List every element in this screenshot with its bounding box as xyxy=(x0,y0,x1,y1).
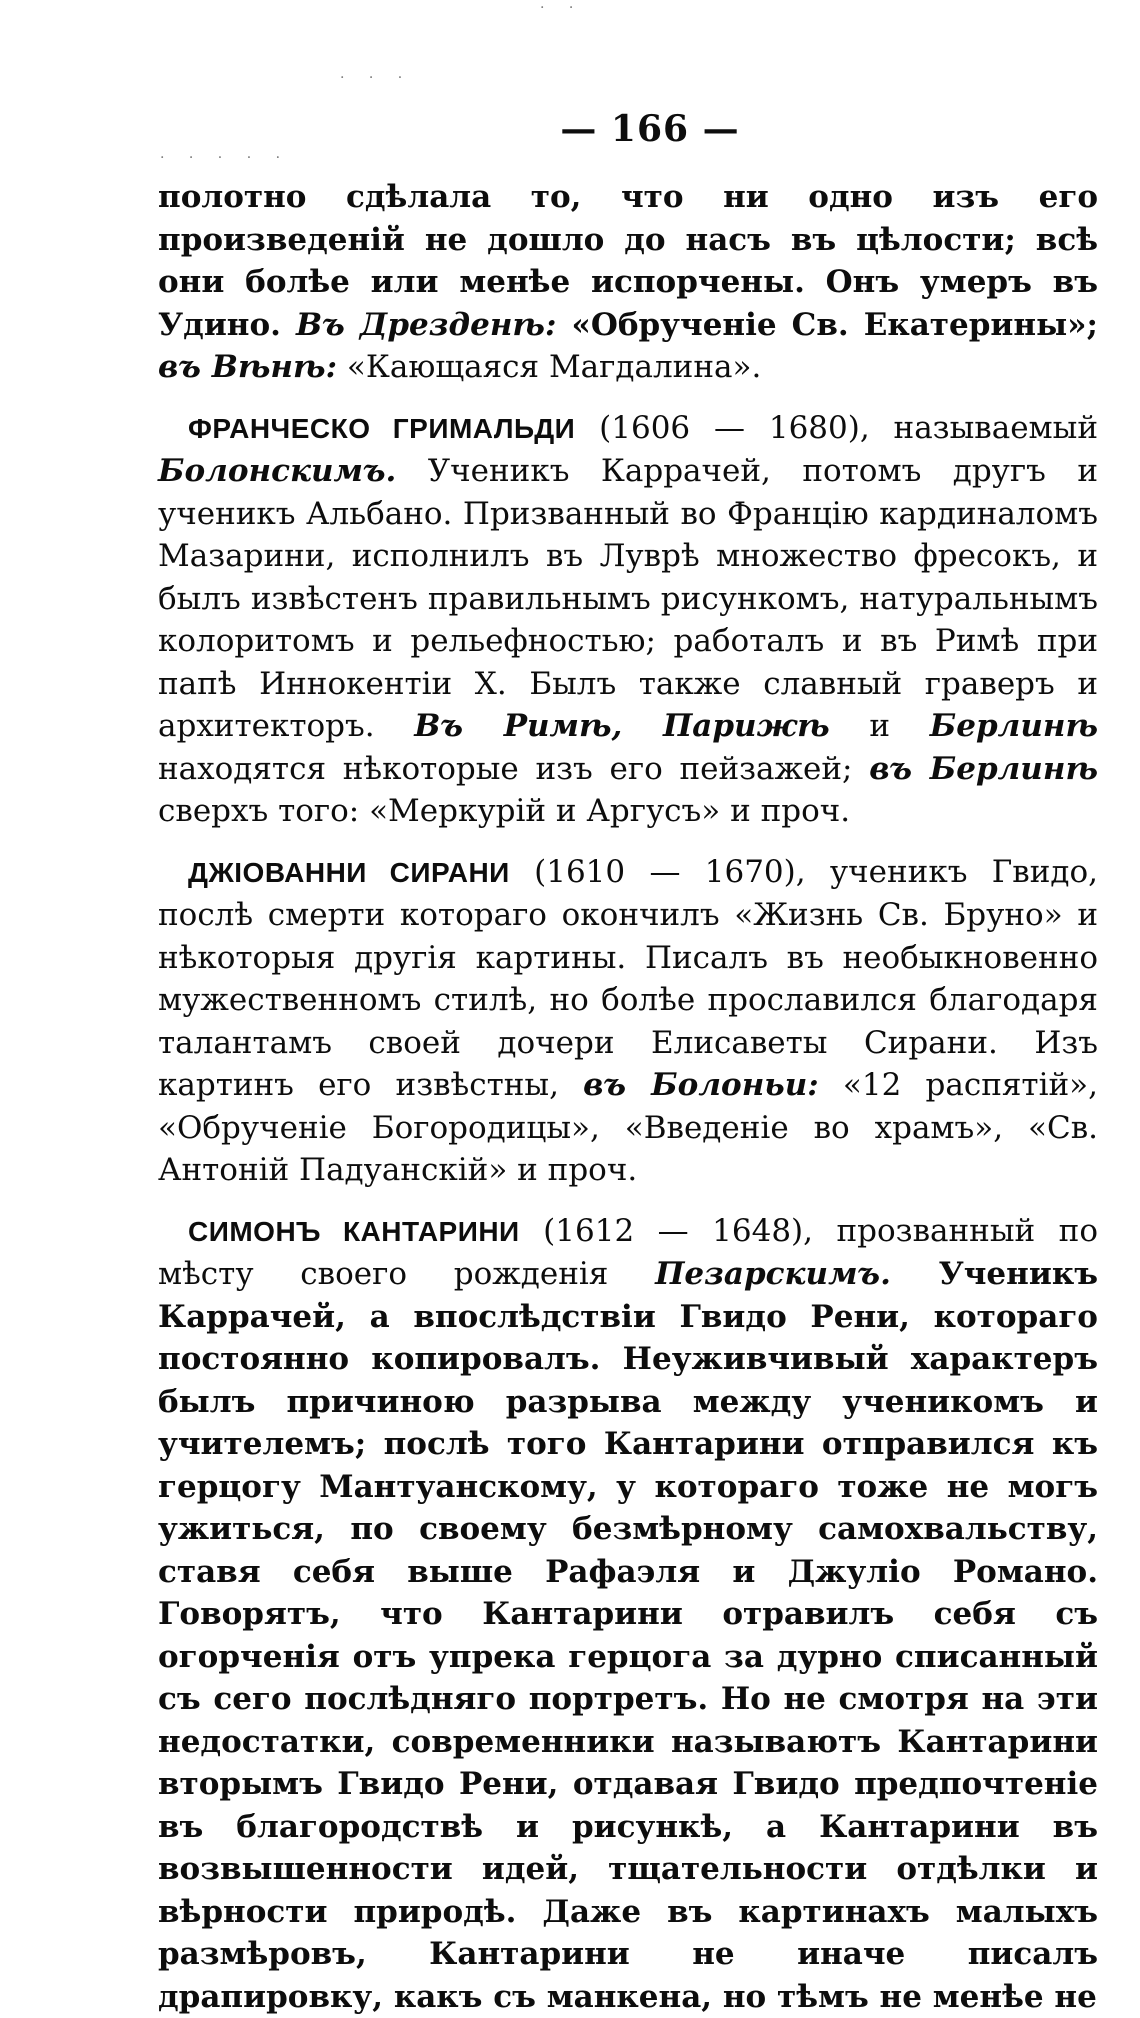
emphasis-text: въ Берлинѣ xyxy=(869,751,1098,787)
biography-entry xyxy=(158,851,1098,1192)
continued-paragraph xyxy=(158,176,1098,389)
text-run: (1606 — 1680), называемый xyxy=(575,410,1098,446)
artist-name: СИМОНЪ КАНТАРИНИ xyxy=(188,1216,520,1247)
emphasis-text: въ Болоньи: xyxy=(583,1067,819,1103)
text-run: (1610 — 1670), ученикъ Гвидо, послѣ смерти котораго окончилъ «Жизнь Св. Бруно» и нѣкоторыя другія картины. Писалъ въ необыкновенно мужественномъ стилѣ, но болѣе прославился благодаря талантамъ своей дочери Елисаветы Сирани. Изъ картинъ его извѣстны, xyxy=(158,854,1098,1104)
emphasis-text: Берлинѣ xyxy=(930,708,1098,744)
page-number: — 166 — xyxy=(0,108,1140,150)
speck-marks: · · · xyxy=(340,70,412,86)
text-run: «Обрученіе Св. Екатерины»; xyxy=(556,307,1098,343)
text-run: и xyxy=(830,708,930,744)
body-text xyxy=(158,176,1098,2018)
emphasis-text: въ Вѣнѣ: xyxy=(158,349,337,385)
artist-name: ДЖІОВАННИ СИРАНИ xyxy=(188,857,510,888)
emphasis-text: Въ Дрезденѣ: xyxy=(296,307,556,343)
text-run: полотно сдѣлала то, что ни одно изъ его произведеній не дошло до насъ въ цѣлости; всѣ они болѣе или менѣе испорчены. Онъ умеръ въ Удино. xyxy=(158,179,1098,343)
biography-entry xyxy=(158,1210,1098,2018)
biography-entry xyxy=(158,407,1098,833)
speck-marks: · · xyxy=(540,0,583,16)
text-run: «12 распятій», «Обрученіе Богородицы», «Введеніе во храмъ», «Св. Антоній Падуанскій» и проч. xyxy=(158,1067,1098,1188)
text-run: Ученикъ Каррачей, а впослѣдствіи Гвидо Рени, котораго постоянно копировалъ. Неуживчивый характеръ былъ причиною разрыва между ученикомъ и учителемъ; послѣ того Кантарини отправился къ герцогу Мантуанскому, у котораго тоже не могъ ужиться, по своему безмѣрному самохвальству, ставя себя выше Рафаэля и Джуліо Романо. Говорятъ, что Кантарини отравилъ себя съ огорченія отъ упрека герцога за дурно списанный съ сего послѣдняго портретъ. Но не смотря на эти недостатки, современники называютъ Кантарини вторымъ Гвидо Рени, отдавая Гвидо предпочтеніе въ благородствѣ и рисункѣ, а Кантарини въ возвышенности идей, тщательности отдѣлки и вѣрности природѣ. Даже въ картинахъ малыхъ размѣровъ, Кантарини не иначе писалъ драпировку, какъ съ манкена, но тѣмъ не менѣе не xyxy=(158,1256,1098,2015)
text-run: Ученикъ Каррачей, потомъ другъ и ученикъ Альбано. Призванный во Францію кардиналомъ Мазарини, исполнилъ въ Луврѣ множество фресокъ, и былъ извѣстенъ правильнымъ рисункомъ, натуральнымъ колоритомъ и рельефностью; работалъ и въ Римѣ при папѣ Иннокентіи X. Былъ также славный граверъ и архитекторъ. xyxy=(158,453,1098,744)
emphasis-text: Въ Римѣ, Парижѣ xyxy=(414,708,829,744)
text-run: сверхъ того: «Меркурій и Аргусъ» и проч. xyxy=(158,793,850,829)
text-run: «Кающаяся Магдалина». xyxy=(337,349,761,385)
artist-name: ФРАНЧЕСКО ГРИМАЛЬДИ xyxy=(188,413,575,444)
emphasis-text: Пезарскимъ. xyxy=(655,1256,891,1292)
emphasis-text: Болонскимъ. xyxy=(158,453,396,489)
text-run: находятся нѣкоторые изъ его пейзажей; xyxy=(158,751,869,787)
speck-marks: · · · · · xyxy=(160,150,290,166)
text-run: (1612 — 1648), прозванный по мѣсту своего рожденія xyxy=(158,1213,1098,1293)
